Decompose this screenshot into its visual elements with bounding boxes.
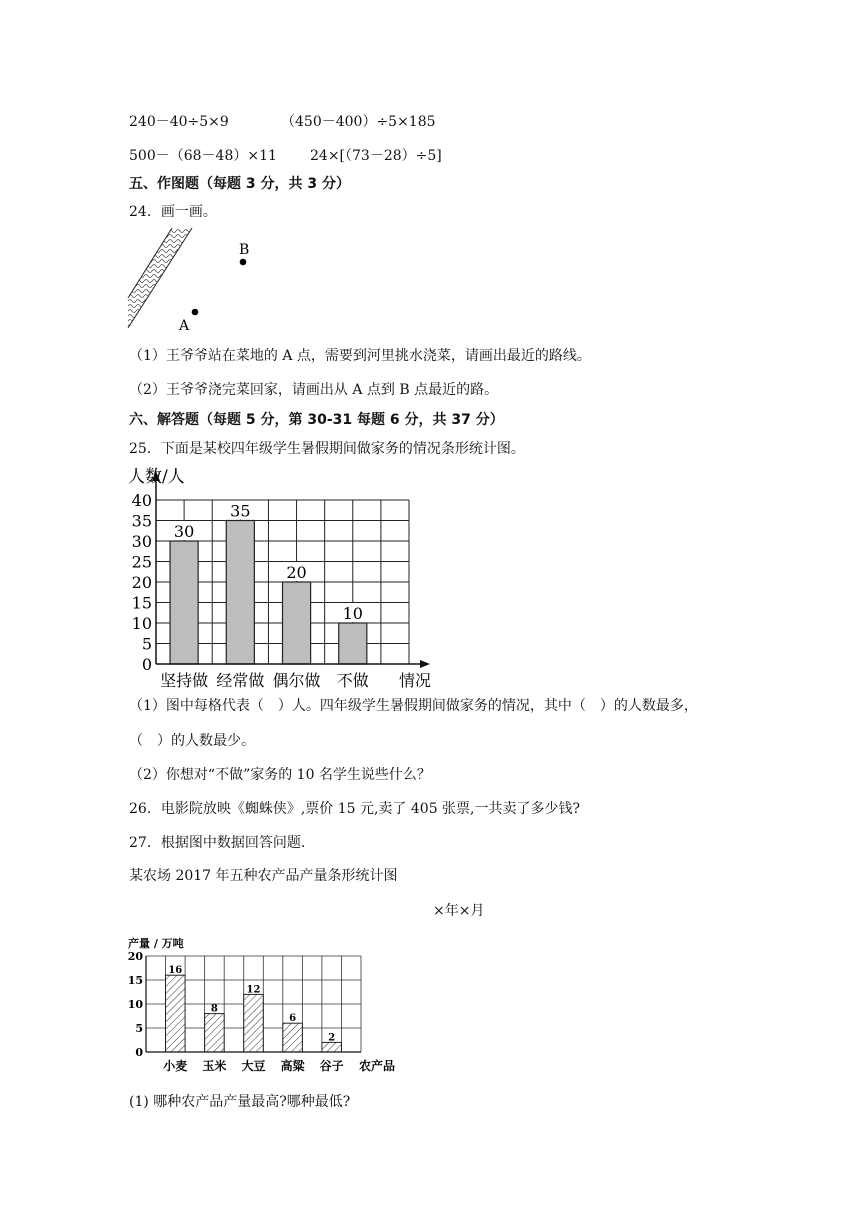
x-axis-title: 情况 [399, 671, 432, 690]
y-tick-label: 25 [131, 552, 152, 572]
data-label: 16 [168, 965, 183, 977]
y-tick-label: 10 [131, 614, 152, 633]
bar [170, 541, 198, 664]
point-a-label: A [179, 318, 190, 334]
y-tick-label: 35 [131, 511, 152, 531]
x-category-label: 经常做 [216, 671, 265, 690]
y-tick-label: 5 [135, 1022, 143, 1035]
y-tick-label: 0 [135, 1046, 143, 1059]
q25-part-1-line-2: （ ）的人数最少。 [129, 733, 255, 749]
q27-stem: 27．根据图中数据回答问题. [129, 835, 306, 851]
chart-date: ×年×月 [433, 903, 485, 919]
housework-bar-chart [128, 465, 448, 690]
x-category-label: 偶尔做 [272, 671, 321, 690]
y-axis-title: 产量 / 万吨 [128, 937, 184, 950]
y-tick-label: 0 [141, 655, 152, 674]
q24-part-2: （2）王爷爷浇完菜回家，请画出从 A 点到 B 点最近的路。 [129, 382, 499, 398]
data-label: 10 [342, 604, 363, 623]
y-tick-label: 15 [131, 593, 152, 613]
x-axis-arrow [420, 660, 430, 668]
data-label: 2 [328, 1032, 336, 1044]
x-category-label: 玉米 [202, 1059, 227, 1073]
section-5-heading: 五、作图题（每题 3 分，共 3 分） [129, 176, 350, 192]
x-axis-title: 农产品 [359, 1059, 396, 1073]
x-category-label: 小麦 [163, 1059, 188, 1073]
y-tick-label: 15 [127, 974, 143, 987]
data-label: 30 [173, 522, 195, 541]
point-a-dot [192, 309, 199, 316]
bar [322, 1042, 342, 1052]
x-category-label: 坚持做 [160, 671, 209, 690]
q25-part-1-line-1: （1）图中每格代表（ ）人。四年级学生暑假期间做家务的情况，其中（ ）的人数最多， [129, 698, 698, 714]
expression-4: 24×[（73－28）÷5] [310, 148, 442, 164]
bar [244, 994, 264, 1052]
q25-stem: 25．下面是某校四年级学生暑假期间做家务的情况条形统计图。 [129, 441, 525, 457]
y-tick-label: 40 [131, 491, 152, 510]
point-b-dot [240, 259, 247, 266]
data-label: 35 [230, 501, 251, 521]
q24-stem: 24．画一画。 [129, 204, 217, 220]
chart-caption: 某农场 2017 年五种农产品产量条形统计图 [129, 868, 398, 884]
x-category-label: 大豆 [241, 1059, 266, 1073]
y-axis-title: 人数/人 [128, 467, 185, 487]
data-label: 8 [210, 1003, 218, 1015]
q25-part-2: （2）你想对“不做”家务的 10 名学生说些什么？ [129, 767, 431, 783]
bar [283, 582, 311, 664]
y-tick-label: 10 [127, 998, 143, 1011]
river-figure [128, 228, 268, 333]
y-tick-label: 20 [127, 950, 143, 963]
data-label: 6 [289, 1013, 297, 1025]
data-label: 20 [286, 563, 307, 582]
x-category-label: 谷子 [319, 1059, 344, 1073]
q24-part-1: （1）王爷爷站在菜地的 A 点，需要到河里挑水浇菜，请画出最近的路线。 [129, 348, 591, 364]
bar [166, 975, 186, 1052]
farm-output-bar-chart [128, 932, 418, 1077]
data-label: 12 [246, 984, 261, 996]
bar [339, 623, 367, 664]
y-tick-label: 20 [131, 573, 152, 592]
section-6-heading: 六、解答题（每题 5 分，第 30-31 每题 6 分，共 37 分） [129, 412, 504, 428]
y-tick-label: 30 [131, 532, 152, 551]
x-category-label: 高粱 [280, 1059, 305, 1073]
bar [205, 1014, 225, 1052]
expression-2: （450－400）÷5×185 [281, 114, 436, 130]
river-bank-right [128, 228, 192, 328]
y-tick-label: 5 [141, 634, 152, 654]
bar [283, 1023, 303, 1052]
expression-1: 240－40÷5×9 [129, 114, 229, 130]
x-category-label: 不做 [336, 671, 369, 690]
q26-stem: 26．电影院放映《蜘蛛侠》,票价 15 元,卖了 405 张票,一共卖了多少钱? [129, 801, 581, 817]
expression-3: 500－（68－48）×11 [129, 148, 277, 164]
bar [226, 521, 254, 665]
q27-part-1: (1) 哪种农产品产量最高?哪种最低? [129, 1094, 351, 1110]
point-b-label: B [239, 242, 250, 258]
